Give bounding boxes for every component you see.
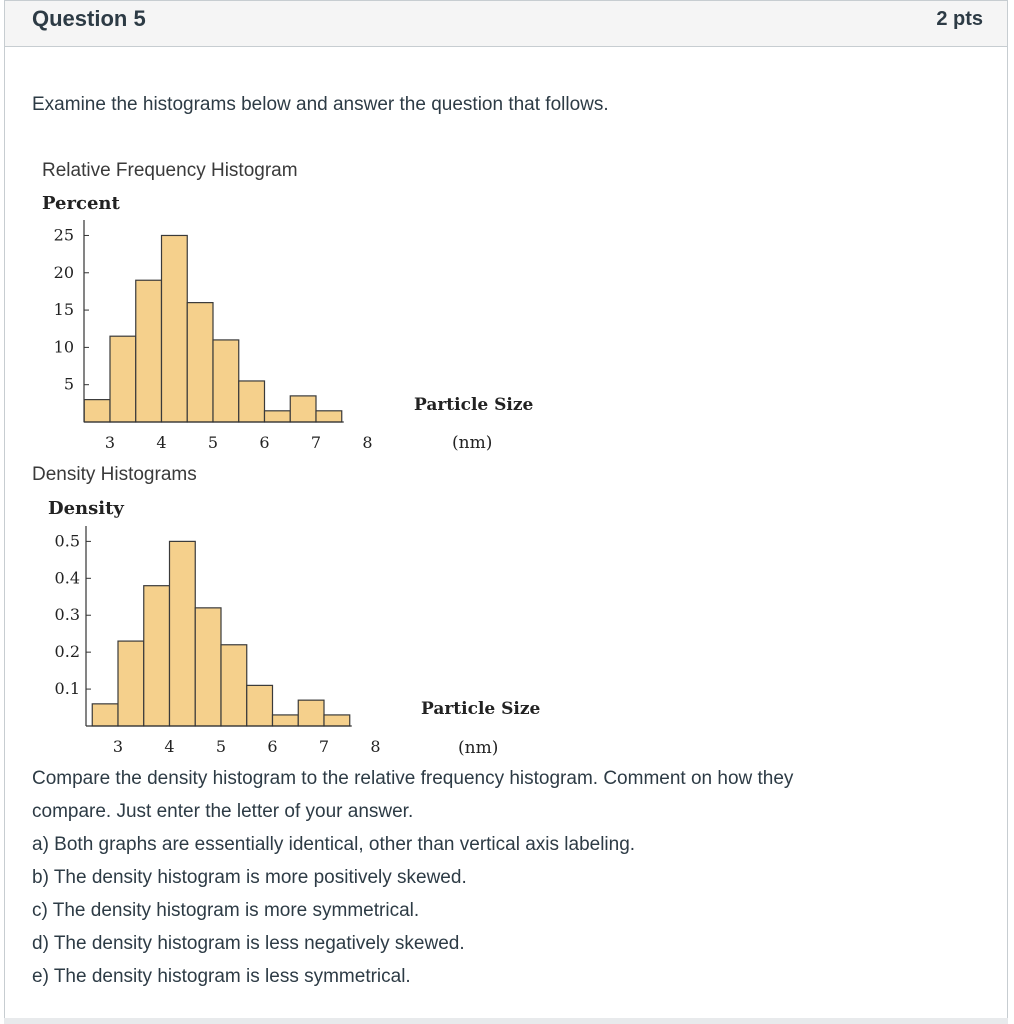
relfreq-bar [162,235,188,422]
density-x-tick-label: 4 [164,737,175,756]
answer-option-a: a) Both graphs are essentially identical, other than vertical axis labeling. [32,834,636,855]
density-bar [195,608,221,726]
density-x-axis-label: Particle Size [421,699,541,719]
question-prompt-line2: compare. Just enter the letter of your answer. [32,801,414,822]
answer-option-e: e) The density histogram is less symmetrical. [32,966,411,987]
question-intro: Examine the histograms below and answer the question that follows. [32,94,609,115]
answer-option-c: c) The density histogram is more symmetrical. [32,900,420,921]
relfreq-x-tick-label: 8 [362,433,373,452]
relfreq-bar [265,411,291,422]
density-histogram-title: Density Histograms [32,464,197,485]
relfreq-x-axis-unit: (nm) [452,433,493,453]
question-points: 2 pts [936,8,983,30]
relfreq-x-tick-label: 3 [104,433,116,452]
density-bar [118,641,144,726]
relfreq-y-tick-label: 10 [53,337,74,357]
answer-option-b: b) The density histogram is more positively skewed. [32,867,467,888]
relfreq-y-tick-label: 5 [63,374,74,394]
density-y-tick-label: 0.5 [54,531,80,551]
answer-option-d: d) The density histogram is less negatively skewed. [32,933,465,954]
page-bottom-bar [4,1018,1008,1024]
relfreq-bar [213,340,239,422]
relfreq-bar [136,280,162,422]
relfreq-y-axis-label: Percent [42,193,120,214]
density-bar [298,700,324,726]
density-y-axis-label: Density [48,498,124,519]
relfreq-bar [110,336,136,422]
relfreq-bar [239,381,265,422]
density-bar [144,586,170,726]
relfreq-bar [316,411,342,422]
density-bar [247,685,273,726]
density-y-tick-label: 0.4 [54,568,80,588]
relfreq-bar [290,396,316,422]
question-prompt-line1: Compare the density histogram to the relative frequency histogram. Comment on how they [32,768,794,789]
density-x-tick-label: 3 [112,737,124,756]
relfreq-y-tick-label: 25 [53,225,74,245]
relfreq-x-axis-label: Particle Size [414,395,534,415]
relfreq-x-tick-label: 6 [259,433,270,452]
density-bar [221,645,247,726]
density-x-axis-unit: (nm) [458,738,499,758]
relfreq-y-tick-label: 20 [53,262,74,282]
density-bar [324,715,350,726]
density-y-tick-label: 0.1 [54,679,80,699]
density-x-tick-label: 5 [215,737,227,756]
question-title: Question 5 [32,6,146,31]
relative-frequency-title: Relative Frequency Histogram [42,160,298,181]
density-x-tick-label: 7 [318,737,330,756]
density-bar [273,715,299,726]
density-x-tick-label: 6 [267,737,278,756]
density-bar [170,541,196,726]
density-bar [92,704,118,726]
density-x-tick-label: 8 [370,737,381,756]
relfreq-y-tick-label: 15 [53,300,74,320]
relfreq-bar [187,303,213,422]
relfreq-x-tick-label: 7 [310,433,322,452]
relfreq-x-tick-label: 5 [207,433,219,452]
density-y-tick-label: 0.2 [54,642,80,662]
relfreq-bar [84,400,110,422]
relfreq-x-tick-label: 4 [156,433,167,452]
density-y-tick-label: 0.3 [54,605,80,625]
